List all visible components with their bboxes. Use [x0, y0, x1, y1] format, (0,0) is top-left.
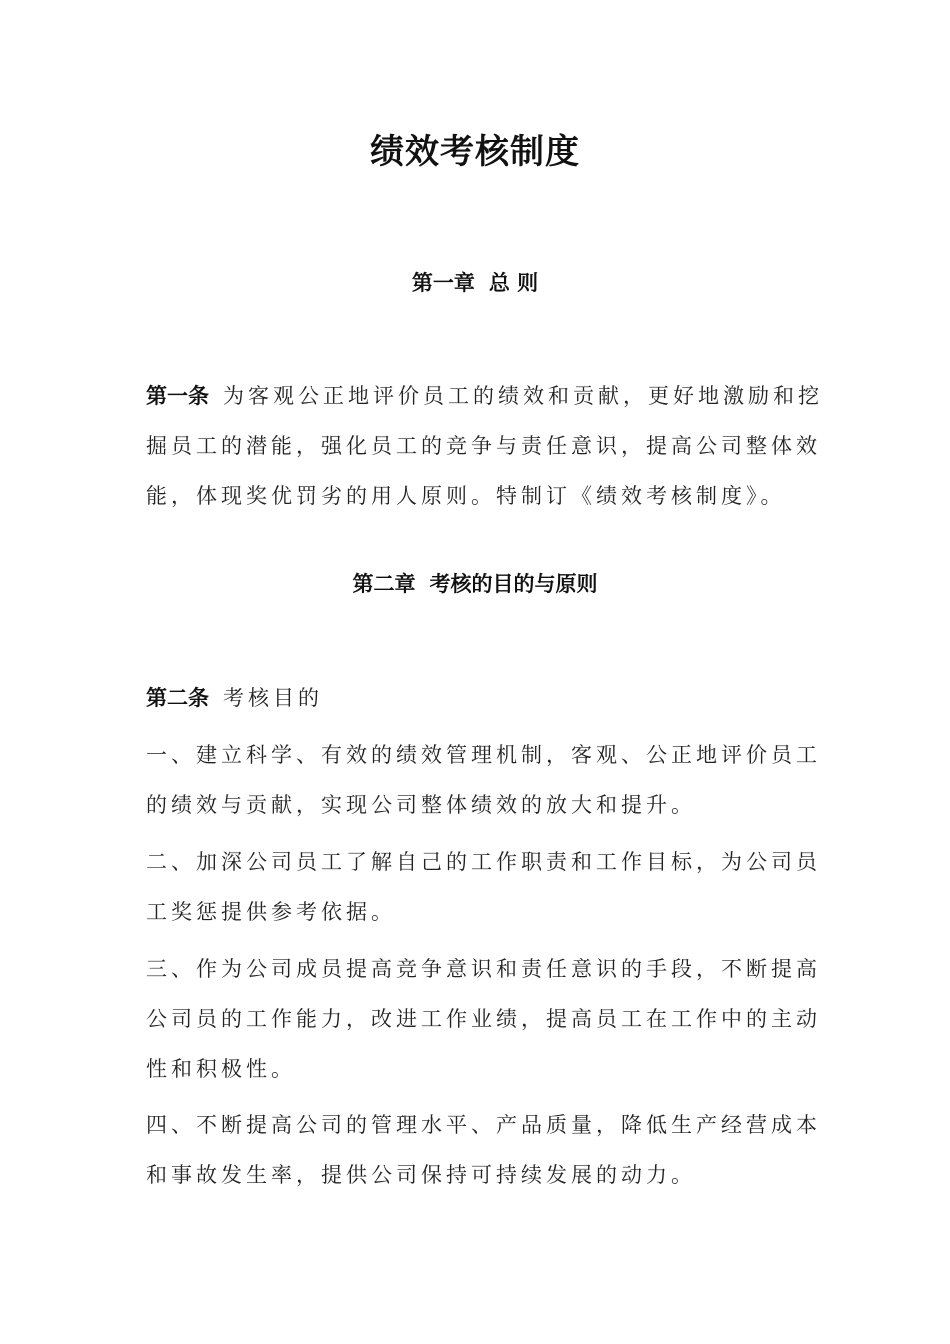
item-line: 性和积极性。: [146, 1057, 296, 1081]
item-3: [146, 944, 821, 1094]
chapter-2-heading: [0, 569, 950, 599]
article-2-lead: 第二条: [146, 686, 209, 710]
item-line: 二、加深公司员工了解自己的工作职责和工作目标，为公司员: [146, 850, 821, 874]
item-line: 一、建立科学、有效的绩效管理机制，客观、公正地评价员工: [146, 743, 821, 767]
item-line: 工奖惩提供参考依据。: [146, 900, 396, 924]
article-1-line: 能，体现奖优罚劣的用人原则。特制订《绩效考核制度》。: [146, 484, 786, 508]
article-1: [146, 371, 823, 521]
chapter-1-number: 第一章: [411, 271, 475, 295]
item-line: 的绩效与贡献，实现公司整体绩效的放大和提升。: [146, 793, 696, 817]
item-4: [146, 1100, 821, 1200]
article-1-line: [146, 371, 823, 421]
article-2-heading: 考核目的: [223, 686, 323, 710]
article-2: [146, 673, 806, 723]
article-1-lead: 第一条: [146, 384, 209, 408]
item-line: 四、不断提高公司的管理水平、产品质量，降低生产经营成本: [146, 1113, 821, 1137]
chapter-1-name: 总 则: [488, 271, 539, 295]
document-title: 绩效考核制度: [370, 132, 580, 172]
item-1: [146, 730, 821, 830]
chapter-2-number: 第二章: [352, 572, 416, 596]
chapter-1-heading: [0, 268, 950, 298]
article-1-line: 掘员工的潜能，强化员工的竞争与责任意识，提高公司整体效: [146, 434, 821, 458]
item-2: [146, 837, 821, 937]
item-line: 和事故发生率，提供公司保持可持续发展的动力。: [146, 1163, 696, 1187]
item-line: 公司员的工作能力，改进工作业绩，提高员工在工作中的主动: [146, 1007, 821, 1031]
item-line: 三、作为公司成员提高竞争意识和责任意识的手段，不断提高: [146, 957, 821, 981]
article-2-line: [146, 673, 806, 723]
article-1-text: 为客观公正地评价员工的绩效和贡献，更好地激励和挖: [223, 384, 823, 408]
chapter-2-name: 考核的目的与原则: [429, 572, 598, 596]
